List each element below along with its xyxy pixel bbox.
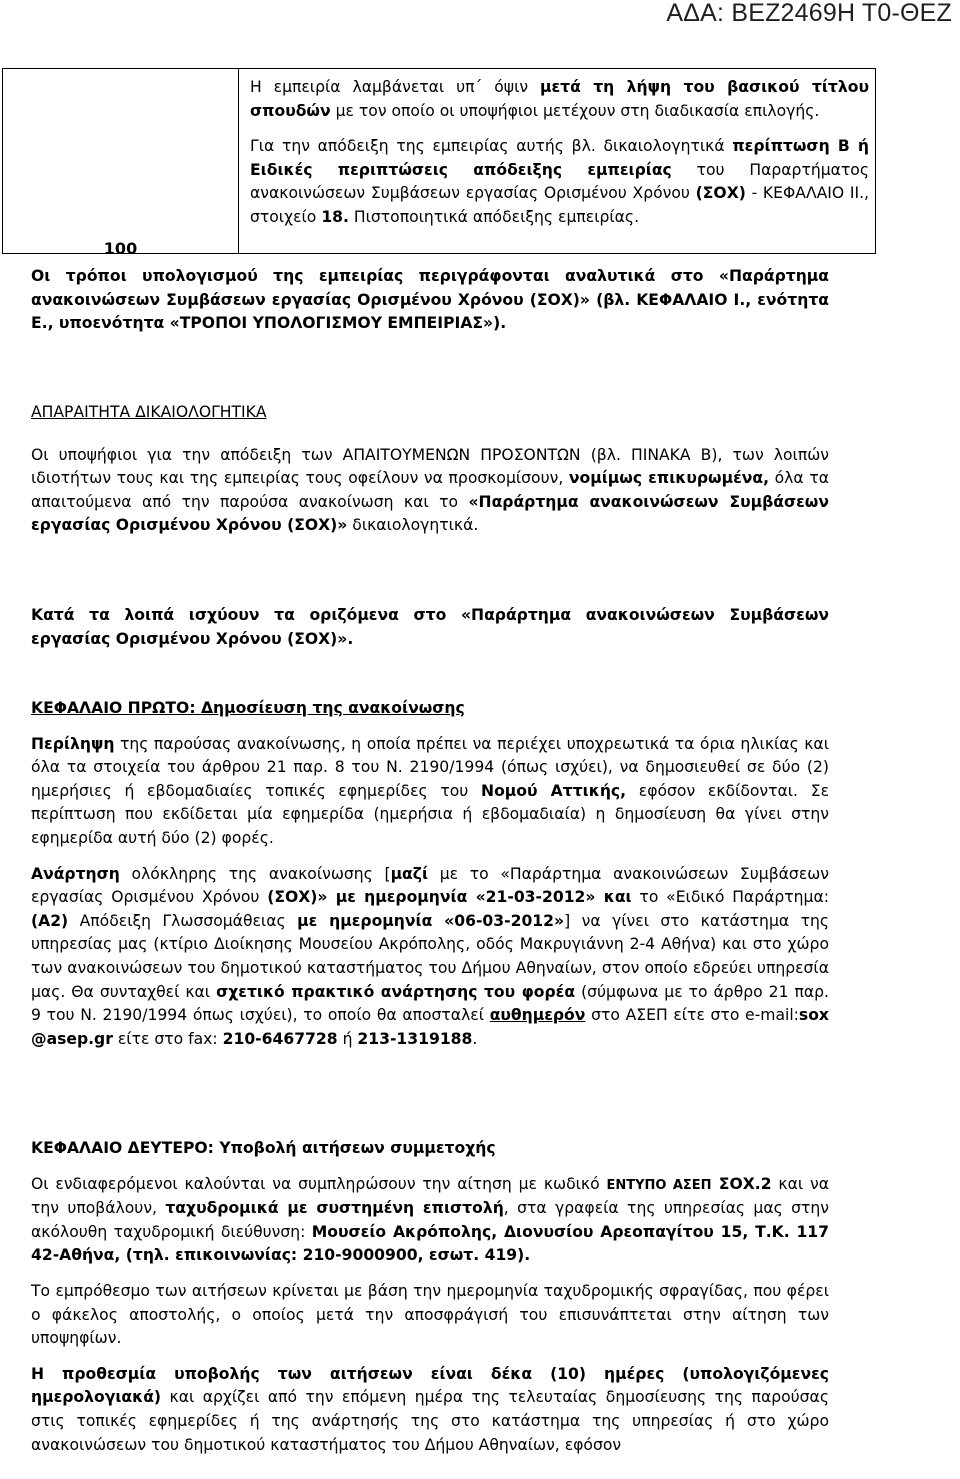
experience-table (2, 68, 876, 258)
required-documents-section (31, 401, 829, 538)
table-divider (238, 69, 239, 253)
other-rules-note: Κατά τα λοιπά ισχύουν τα οριζόμενα στο «Παράρτημα ανακοινώσεων Συμβάσεων εργασίας Ορισμένου Χρόνου (ΣΟΧ)». (31, 606, 829, 648)
chapter-one-heading: ΚΕΦΑΛΑΙΟ ΠΡΩΤΟ: Δημοσίευση της ανακοίνωσης (31, 699, 465, 717)
summary-paragraph: Περίληψη της παρούσας ανακοίνωσης, η οποία πρέπει να περιέχει υποχρεωτικά τα όρια ηλικίας και όλα τα στοιχεία του άρθρου 21 παρ. 8 του Ν. 2190/1994 (όπως ισχύει), να δημοσιευθεί σε δύο (2) ημερήσιες ή εβδομαδιαίες τοπικές εφημερίδες του Νομού Αττικής, εφόσον εκδίδονται. Σε περίπτωση που εκδίδεται μία εφημερίδα (ημερήσια ή εβδομαδιαία) η δημοσίευση θα γίνει στην εφημερίδα αυτή δύο (2) φορές. (31, 734, 830, 847)
application-paragraph: Οι ενδιαφερόμενοι καλούνται να συμπληρώσουν την αίτηση με κωδικό ΕΝΤΥΠΟ ΑΣΕΠ ΣΟΧ.2 και να την υποβάλουν, ταχυδρομικά με συστημένη επιστολή, στα γραφεία της υπηρεσίας μας στην ακόλουθη ταχυδρομική διεύθυνση: Μουσείο Ακρόπολης, Διονυσίου Αρεοπαγίτου 15, Τ.Κ. 117 42-Αθήνα, (τηλ. επικοινωνίας: 210-9000900, εσωτ. 419). (31, 1174, 830, 1265)
calculation-note: Οι τρόποι υπολογισμού της εμπειρίας περιγράφονται αναλυτικά στο «Παράρτημα ανακοινώσεων Συμβάσεων εργασίας Ορισμένου Χρόνου (ΣΟΧ)» (βλ. ΚΕΦΑΛΑΙΟ Ι., ενότητα Ε., υποενότητα «ΤΡΟΠΟΙ ΥΠΟΛΟΓΙΣΜΟΥ ΕΜΠΕΙΡΙΑΣ»). (31, 267, 829, 333)
table-cell-text (250, 76, 869, 230)
required-documents-heading: ΑΠΑΡΑΙΤΗΤΑ ΔΙΚΑΙΟΛΟΓΗΤΙΚΑ (31, 403, 267, 421)
timeliness-paragraph: Το εμπρόθεσμο των αιτήσεων κρίνεται με βάση την ημερομηνία ταχυδρομικής σφραγίδας, που φέρει ο φάκελος αποστολής, ο οποίος μετά την αποσφράγισή του επισυνάπτεται στην αίτηση των υποψηφίων. (31, 1281, 829, 1348)
chapter-two (31, 1137, 829, 1457)
chapter-one (31, 697, 829, 1051)
experience-proof: Για την απόδειξη της εμπειρίας αυτής βλ. δικαιολογητικά περίπτωση Β ή Ειδικές περιπτώσεις απόδειξης εμπειρίας του Παραρτήματος ανακοινώσεων Συμβάσεων εργασίας Ορισμένου Χρόνου (ΣΟΧ) - ΚΕΦΑΛΑΙΟ ΙΙ., στοιχείο 18. Πιστοποιητικά απόδειξης εμπειρίας. (250, 137, 869, 226)
chapter-two-heading: ΚΕΦΑΛΑΙΟ ΔΕΥΤΕΡΟ: Υποβολή αιτήσεων συμμετοχής (31, 1139, 496, 1157)
deadline-paragraph: Η προθεσμία υποβολής των αιτήσεων είναι δέκα (10) ημέρες (υπολογιζόμενες ημερολογιακά) και αρχίζει από την επόμενη ημέρα της τελευταίας δημοσίευσης της παρούσας στις τοπικές εφημερίδες ή της ανάρτησής της στο κατάστημα της υπηρεσίας ή στο χώρο ανακοινώσεων του δημοτικού καταστήματος του Δήμου Αθηναίων, εφόσον (31, 1364, 829, 1454)
ada-code: ΑΔΑ: ΒΕΖ2469Η Τ0-ΘΕΖ (666, 0, 952, 27)
experience-condition: Η εμπειρία λαμβάνεται υπ΄ όψιν μετά τη λήψη του βασικού τίτλου σπουδών με τον οποίο οι υποψήφιοι μετέχουν στη διαδικασία επιλογής. (250, 78, 869, 120)
required-documents-text: Οι υποψήφιοι για την απόδειξη των ΑΠΑΙΤΟΥΜΕΝΩΝ ΠΡΟΣΟΝΤΩΝ (βλ. ΠΙΝΑΚΑ Β), των λοιπών ιδιοτήτων τους και της εμπειρίας τους οφείλουν να προσκομίσουν, νομίμως επικυρωμένα, όλα τα απαιτούμενα από την παρούσα ανακοίνωση και το «Παράρτημα ανακοινώσεων Συμβάσεων εργασίας Ορισμένου Χρόνου (ΣΟΧ)» δικαιολογητικά. (31, 445, 829, 535)
table-row-number: 100 (103, 239, 138, 258)
posting-paragraph: Ανάρτηση ολόκληρης της ανακοίνωσης [μαζί με το «Παράρτημα ανακοινώσεων Συμβάσεων εργασίας Ορισμένου Χρόνου (ΣΟΧ)» με ημερομηνία «21-03-2012» και το «Ειδικό Παράρτημα: (Α2) Απόδειξη Γλωσσομάθειας με ημερομηνία «06-03-2012»] να γίνει στο κατάστημα της υπηρεσίας μας (κτίριο Διοίκησης Μουσείου Ακρόπολης, οδός Μακρυγιάννη 2-4 Αθήνα) και στο χώρο των ανακοινώσεων του δημοτικού καταστήματος του Δήμου Αθηναίων, στον οποίο εδρεύει υπηρεσία μας. Θα συνταχθεί και σχετικό πρακτικό ανάρτησης του φορέα (σύμφωνα με το άρθρο 21 παρ. 9 του Ν. 2190/1994 όπως ισχύει), το οποίο θα αποσταλεί αυθημερόν στο ΑΣΕΠ είτε στο e-mail:sox @asep.gr είτε στο fax: 210-6467728 ή 213-1319188. (31, 864, 830, 1048)
